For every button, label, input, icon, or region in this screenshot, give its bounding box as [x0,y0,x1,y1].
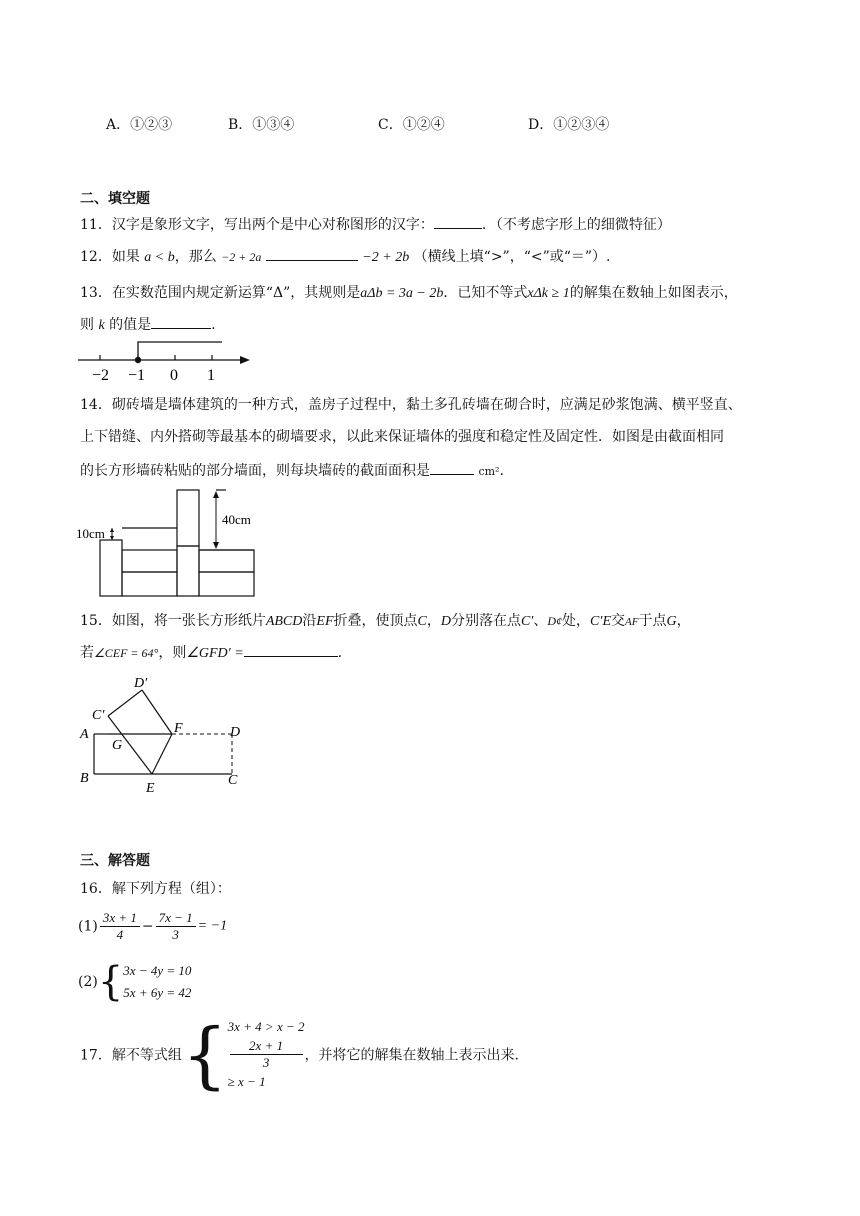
brick-h4 [199,572,254,596]
option-b: B．①③④ [228,117,295,133]
brick-h3 [199,550,254,572]
q13-rule: aΔb = 3a − 2b [360,286,444,301]
segment-D1F [142,690,172,734]
label-D-prime: D′ [134,676,148,691]
q16-part1: (1) $\frac{3x + 1}{4}$ − $\frac{7x - 1}{3}$ = −1 [78,910,228,942]
q14-period: . [499,463,504,479]
q12-prefix: 12．如果 [80,249,140,265]
q17-system: 3x + 4 > x − 2 2x + 1 3 ≥ x − 1 [227,1019,305,1089]
q14-text: 的长方形墙砖粘贴的部分墙面，则每块墙砖的截面面积是 [80,463,430,479]
q16-brace: { [97,959,124,1005]
q14-answer-blank[interactable] [430,462,474,475]
q16-frac2: $\frac{7x - 1}{3}$ [156,910,196,943]
question-13-line1 [80,282,738,302]
q13-answer-blank[interactable] [151,316,211,329]
label-E: E [146,781,155,796]
section-title-solve: 三、解答题 [80,853,150,869]
q11-answer-blank[interactable] [434,216,482,229]
brick-h2 [122,572,177,596]
q13-k: k [98,318,105,333]
section-title-fill-blank: 二、填空题 [80,191,150,207]
solution-bracket [138,342,222,360]
q12-mid: ，那么 [174,249,217,265]
label-0: 0 [170,367,178,384]
label-F: F [174,721,183,736]
q14-brick-figure [76,486,260,598]
question-12 [80,246,611,266]
q13-text-c: 的解集在数轴上如图表示， [569,285,738,301]
q13-text-d: 则 [80,317,94,333]
q13-text-e: 的值是 [109,317,152,333]
q13-text-b: ．已知不等式 [443,285,528,301]
q12-tail: （横线上填“>”，“<”或“＝”）. [413,249,611,265]
q13-text-a: 13．在实数范围内规定新运算“Δ”，其规则是 [80,285,361,301]
q13-inequality: xΔk ≥ 1 [527,286,570,301]
q15-line2: 若∠CEF = 64°，则∠GFD′ = . [80,645,343,661]
label-1: 1 [207,367,215,384]
q11-text: 11．汉字是象形文字，写出两个是中心对称图形的汉字： [80,217,434,233]
q16-system: 3x − 4y = 10 5x + 6y = 42 [123,963,192,1000]
q17-brace: { [181,1012,228,1097]
fold-line-EF [152,734,172,774]
q14-line2: 上下错缝、内外搭砌等最基本的砌墙要求，以此来保证墙体的强度和稳定性及固定性．如图是由截面相同 [80,429,724,445]
q13-number-line [74,336,256,384]
q14-line1: 14．砌砖墙是墙体建筑的一种方式，盖房子过程中，黏土多孔砖墙在砌合时，应满足砂浆饱满、横平竖直、 [80,397,742,413]
q14-line3 [80,460,504,480]
label-minus-1: −1 [128,367,146,384]
label-D: D [230,725,241,740]
label-minus-2: −2 [92,367,110,384]
q12-left-expr: −2 + 2a [221,250,262,264]
label-40cm: 40cm [222,512,251,527]
label-C-prime: C′ [92,708,105,723]
brick-top-vertical [177,490,199,546]
q16-part2: (2){ 3x − 4y = 10 5x + 6y = 42 [78,959,192,1005]
segment-C1D1 [108,690,142,716]
q16-text: 16．解下列方程（组）： [80,881,231,897]
q13-text-f: . [211,317,216,333]
label-A: A [80,727,89,742]
q15-answer-blank[interactable] [244,644,338,657]
option-a: A．①②③ [106,117,173,133]
q12-right-expr: −2 + 2b [362,250,410,265]
number-line-arrow [240,356,250,364]
label-B: B [80,771,89,786]
option-d: D．①②③④ [528,117,610,133]
q16-frac1: $\frac{3x + 1}{4}$ [100,910,140,943]
solution-dot [135,357,141,363]
brick-left-vertical [100,540,122,596]
q15-line1: 15．如图，将一张长方形纸片ABCD沿EF折叠，使顶点C，D分别落在点C′、D¢处，C′E交AF于点G， [80,613,691,629]
q12-condition: a < b [144,250,175,265]
option-c: C．①②④ [378,117,445,133]
q15-fold-figure [74,672,254,798]
brick-middle-vertical [177,546,199,596]
q17: 17．解不等式组{ 3x + 4 > x − 2 2x + 1 3 ≥ x − 1 ，并将它的解集在数轴上表示出来. [80,1012,519,1097]
question-11 [80,214,671,234]
q12-answer-blank[interactable] [266,248,358,261]
question-13-line2 [80,314,216,334]
q14-unit: cm² [478,465,500,478]
brick-h1 [122,550,177,572]
q11-tail: ．（不考虑字形上的细微特征） [481,217,671,233]
label-G: G [112,738,123,753]
label-10cm: 10cm [76,526,105,541]
label-C: C [228,773,238,788]
